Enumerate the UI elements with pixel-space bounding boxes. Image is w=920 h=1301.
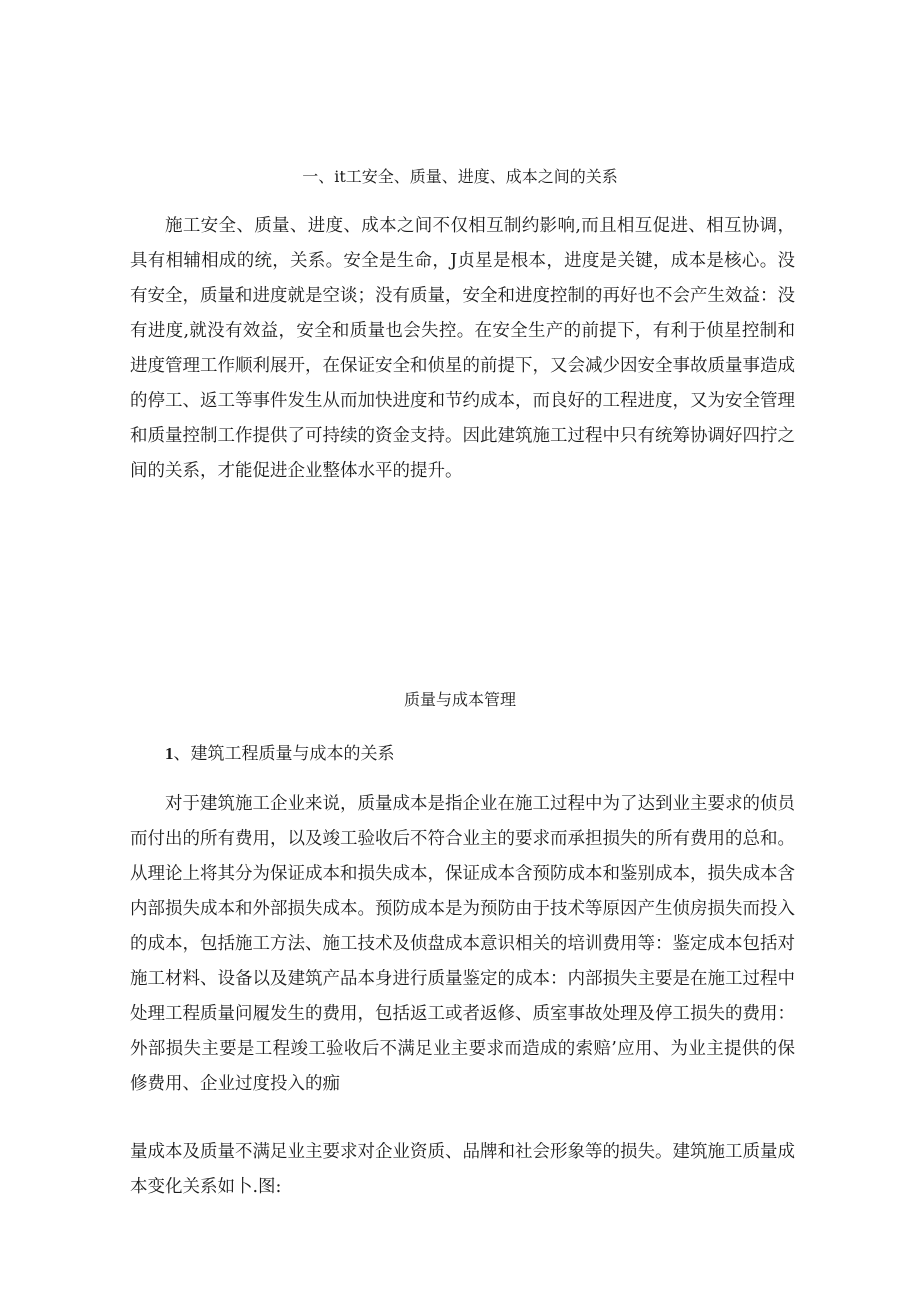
subheading-number: 1 <box>165 744 174 763</box>
quality-cost-paragraph: 对于建筑施工企业来说，质量成本是指企业在施工过程中为了达到业主要求的侦员而付出的所有费用，以及竣工验收后不符合业主的要求而承担损失的所有费用的总和。从理论上将其分为保证成本和损失成本，保证成本含预防成本和鉴别成本，损失成本含内部损失成本和外部损失成本。预防成本是为预防由于技术等原因产生侦房损失而投入的成本，包括施工方法、施工技术及侦盘成本意识相关的培训费用等：鉴定成本包括对施工材料、设备以及建筑产品本身进行质量鉴定的成本：内部损失主要是在施工过程中处理工程质量问履发生的费用，包括返工或者返修、质室事故处理及停工损失的费用：外部损失主要是工程竣工验收后不满足业主要求而造成的索赔’应用、为业主提供的保修费用、企业过度投入的痂 <box>130 794 795 1094</box>
subheading-quality-cost-relation <box>165 743 395 765</box>
relationship-paragraph: 施工安全、质量、进度、成本之间不仅相互制约影响,而且相互促进、相互协调，具有相辅相成的统，关系。安全是生命，J贞星是根本，进度是关键，成本是核心。没有安全，质量和进度就是空谈；没有质量，安全和进度控制的再好也不会产生效益：没有进度,就没有效益，安全和质量也会失控。在安全生产的前提下，有利于侦星控制和进度管理工作顺利展开，在保证安全和侦星的前提下，又会减少因安全事故质量事造成的停工、返工等事件发生从而加快进度和节约成本，而良好的工程进度，又为安全管理和质量控制工作提供了可持续的资金支持。因此建筑施工过程中只有统筹协调好四拧之间的关系，才能促进企业整体水平的提升。 <box>130 216 795 481</box>
section-title-quality-cost: 质量与成本管理 <box>403 690 516 709</box>
quality-cost-continuation-paragraph: 量成本及质量不满足业主要求对企业资质、品牌和社会形象等的损失。建筑施工质量成本变化关系如卜.图: <box>130 1142 795 1197</box>
subheading-text: 、建筑工程质量与成本的关系 <box>173 744 395 764</box>
section-title-relationship: 一、it工安全、质量、进度、成本之间的关系 <box>302 167 618 186</box>
